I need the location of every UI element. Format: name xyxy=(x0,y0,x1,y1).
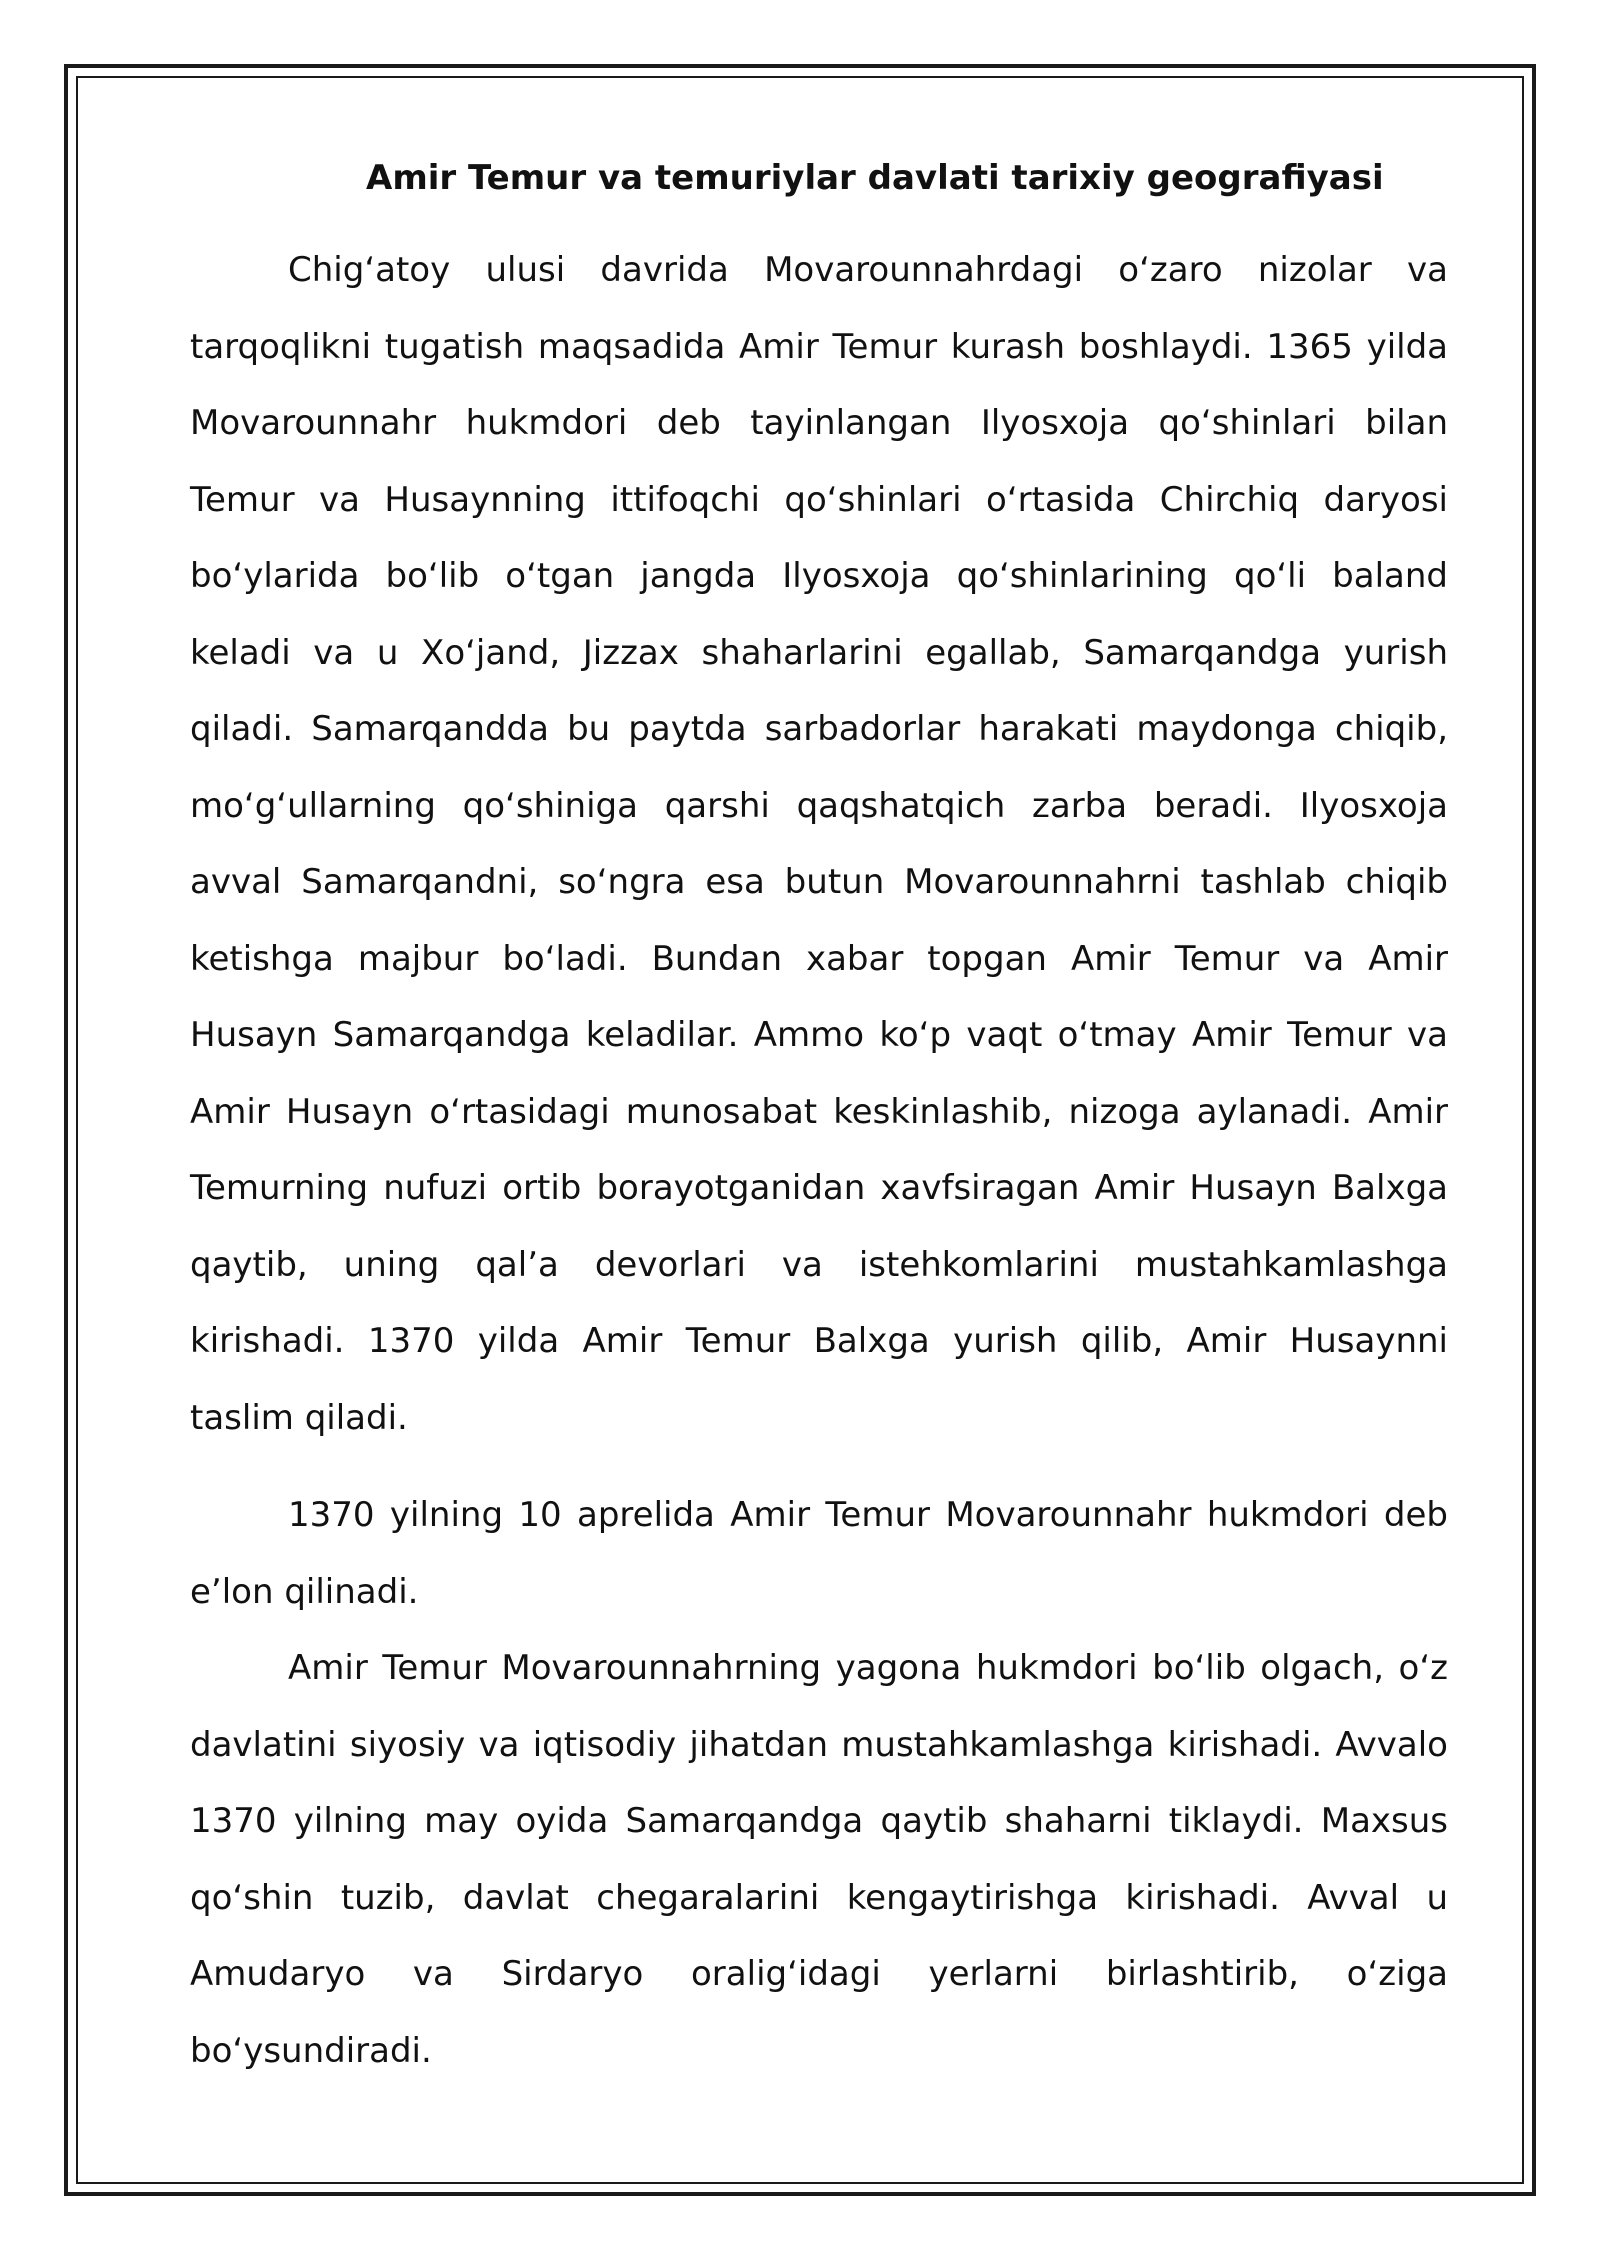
document-title: Amir Temur va temuriylar davlati tarixiy geografiyasi xyxy=(366,158,1384,198)
paragraph: Chig‘atoy ulusi davrida Movarounnahrdagi o‘zaro nizolar va tarqoqlikni tugatish maqsadida Amir Temur kurash boshlaydi. 1365 yilda Movarounnahr hukmdori deb tayinlangan Ilyosxoja qo‘shinlari bilan Temur va Husaynning ittifoqchi qo‘shinlari o‘rtasida Chirchiq daryosi bo‘ylarida bo‘lib o‘tgan jangda Ilyosxoja qo‘shinlarining qo‘li baland keladi va u Xo‘jand, Jizzax shaharlarini egallab, Samarqandga yurish qiladi. Samarqandda bu paytda sarbadorlar harakati maydonga chiqib, mo‘g‘ullarning qo‘shiniga qarshi qaqshatqich zarba beradi. Ilyosxoja avval Samarqandni, so‘ngra esa butun Movarounnahrni tashlab chiqib ketishga majbur bo‘ladi. Bundan xabar topgan Amir Temur va Amir Husayn Samarqandga keladilar. Ammo ko‘p vaqt o‘tmay Amir Temur va Amir Husayn o‘rtasidagi munosabat keskinlashib, nizoga aylanadi. Amir Temurning nufuzi ortib borayotganidan xavfsiragan Amir Husayn Balxga qaytib, uning qal’a devorlari va istehkomlarini mustahkamlashga kirishadi. 1370 yilda Amir Temur Balxga yurish qilib, Amir Husaynni taslim qiladi. xyxy=(190,250,1448,1438)
paragraph: Amir Temur Movarounnahrning yagona hukmdori bo‘lib olgach, o‘z davlatini siyosiy va iqtisodiy jihatdan mustahkamlashga kirishadi. Avvalo 1370 yilning may oyida Samarqandga qaytib shaharni tiklaydi. Maxsus qo‘shin tuzib, davlat chegaralarini kengaytirishga kirishadi. Avval u Amudaryo va Sirdaryo oralig‘idagi yerlarni birlashtirib, o‘ziga bo‘ysundiradi. xyxy=(190,1648,1448,2071)
document-body xyxy=(190,150,1448,2089)
paragraph: 1370 yilning 10 aprelida Amir Temur Movarounnahr hukmdori deb e’lon qilinadi. xyxy=(190,1495,1448,1612)
